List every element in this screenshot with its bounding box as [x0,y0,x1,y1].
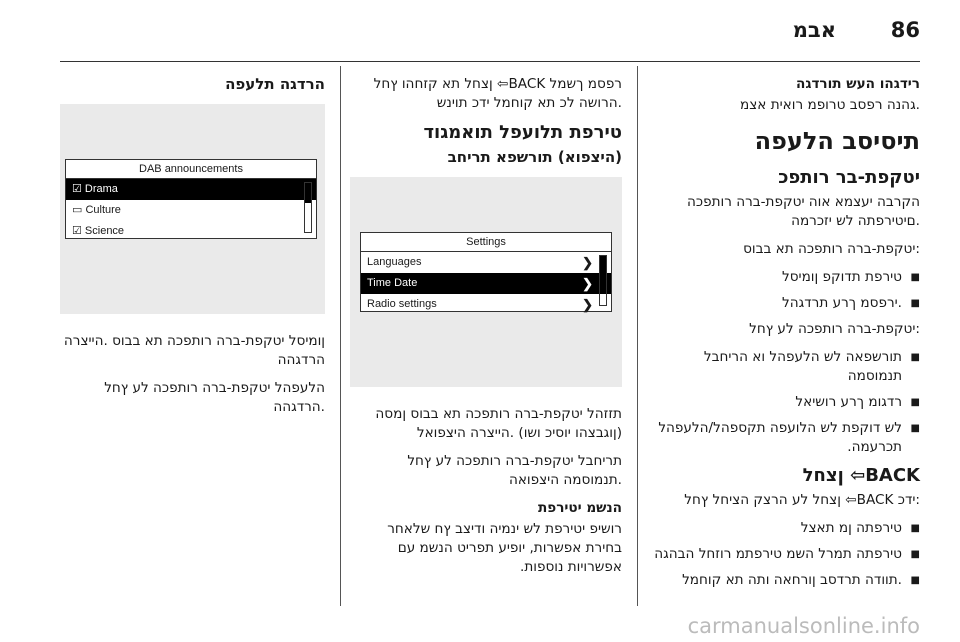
left-column [60,75,325,426]
page-number: 86 [890,18,920,42]
header-divider [60,61,920,62]
menu-item-label: Languages [367,256,422,268]
list-item: ■ .תוודה תרדסב ןורחאה ותה תא קוחמל [650,571,920,590]
checkbox-label: ☑ Science [72,225,125,237]
menu-item-languages[interactable] [361,252,611,273]
chevron-right-icon: ❯ [582,297,593,312]
back-bullet-list [650,519,920,590]
checkbox-science[interactable] [66,221,316,242]
menu-item-radio-settings[interactable] [361,294,611,315]
back-button-intro: :ידכ BACK⇦ ןצחל לע הרצק הציחל ץחל [684,492,920,508]
multifunction-knob-title: יטקפת-בר רותפכ [778,167,920,188]
left-para-1: ןומיסל יטקפת-ברה רותפכה תא בבוס .הייצרה הרדגהה [63,333,325,368]
column-divider-left [340,66,341,606]
list-item: ■ לש דוקפת לש הלועפה תקספהל/הלעפהל תכרעמה. [650,419,920,457]
mid-para-2: תריחבל יטקפת-ברה רותפכה לע ץחל .תנמוסמה היצפואה [407,453,622,488]
list-item: ■ תורשפאה לש הלעפהל וא הריחבל תנמוסמה [650,348,920,386]
list-item: ■ טירפת תדוקפ ןומיסל [650,268,920,287]
back-button-title: BACK⇦ ןצחל [802,465,920,486]
chevron-right-icon: ❯ [582,276,593,291]
section-title: אבמ [792,18,836,42]
time-date-subtitle: רידגהו העש תורדגה [796,76,920,92]
list-item: ■ טירפתה ןמ תאצל [650,519,920,538]
list-item: ■ טירפתה תמרל השמ טירפתמ רוזחל הבהגה [650,545,920,564]
scrollbar-thumb[interactable] [600,256,606,276]
option-select-subtitle: (היצפוא) תורשפא תריחב [447,148,622,166]
list-item: ■ רדגומ ךרע רושיאל [650,393,920,412]
watermark: carmanualsonline.info [687,614,920,638]
press-bullet-list [650,348,920,457]
settings-display [360,232,612,312]
mid-para-3: רושיפ יטירפת לש ינמיה ודיצב ץח שלאחר בחירת אפשרות, יופיע תפריט הנשמ עם אפשרויות נוספות. [387,521,622,575]
menu-item-time-date[interactable] [361,273,611,294]
column-divider-right [637,66,638,606]
right-column [650,75,920,597]
knob-press-intro: :יטקפת-ברה רותפכה לע ץחל [749,321,920,337]
menu-item-label: Time Date [367,277,418,289]
knob-description: הקרבה יעצמא אוה יטקפת-ברה רותפכה .םיטירפתה לש יזכרמה [687,194,920,229]
activate-setting-title: הרדגה תלעפה [225,75,325,93]
knob-turn-intro: :יטקפת-ברה רותפכה תא בבוס [743,241,920,257]
dab-screenshot [60,104,325,314]
left-para-2: הלעפהל יטקפת-ברה רותפכה לע ץחל .הרדגהה [104,380,325,415]
scrollbar[interactable] [599,255,607,306]
submenus-title: הנשמ יטירפת [537,500,622,516]
chevron-right-icon: ❯ [582,255,593,270]
checkbox-label: ▭ Culture [72,204,121,216]
basic-operation-title: תיסיסב הלעפה [754,127,920,155]
scrollbar[interactable] [304,182,312,233]
checkbox-label: ☑ Drama [72,183,118,195]
menu-examples-title: טירפת תלועפל תואמגוד [423,122,622,143]
checkbox-drama[interactable] [66,179,316,200]
display-title: Settings [361,233,611,252]
dab-display [65,159,317,239]
menu-item-label: Radio settings [367,298,437,310]
turn-bullet-list [650,268,920,313]
middle-column [350,75,622,586]
page-header [60,14,920,60]
mid-para-1: תזזהל יטקפת-ברה רותפכה תא בבוס ןמסה (ןוגבצהו יוסיכ ושו) .הייצרה היצפואל [375,406,622,441]
checkbox-culture[interactable] [66,200,316,221]
list-item: ■ .ירפסמ ךרע תרדגהל [650,294,920,313]
scrollbar-thumb[interactable] [305,183,311,203]
time-date-text: .גהנה רפסב טרופמ רואית אצמ [740,97,920,113]
settings-screenshot [350,177,622,387]
display-title: DAB announcements [66,160,316,179]
back-hold-text: רפסמ ךשמל BACK⇦ ןצחל תא קזחהו ץחל .הרושה לכ תא קוחמל ידכ תוינש [373,76,622,111]
